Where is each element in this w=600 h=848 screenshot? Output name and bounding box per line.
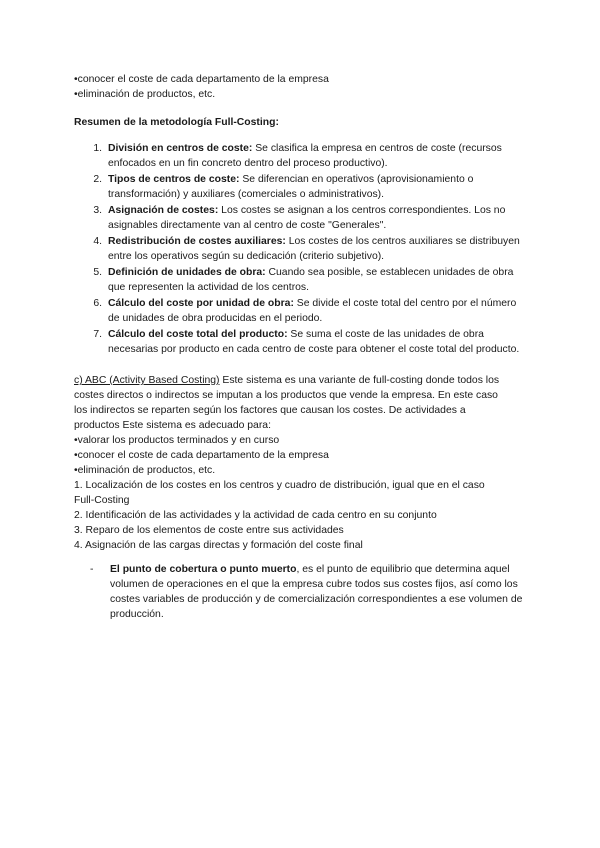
abc-line: •conocer el coste de cada departamento de la empresa (74, 450, 329, 461)
step-text: Se suma el coste de las unidades de obra necesarias por producto en cada centro de coste para obtener el coste total del producto. (108, 329, 520, 355)
abc-line: Este sistema es una variante de full-costing donde todos los (219, 375, 500, 386)
list-item: 3. Asignación de costes: Los costes se asignan a los centros correspondientes. Los no asignables directamente van al centro de coste "Generales". (93, 205, 506, 231)
abc-line: 3. Reparo de los elementos de coste entre sus actividades (74, 525, 344, 536)
dash-marker: - (90, 564, 94, 575)
breakeven-title: El punto de cobertura o punto muerto (110, 564, 297, 575)
step-title: Tipos de centros de coste: (108, 174, 240, 185)
abc-line: •eliminación de productos, etc. (74, 465, 216, 476)
list-item: 5. Definición de unidades de obra: Cuando sea posible, se establecen unidades de obra que representen la actividad de los centros. (93, 267, 514, 293)
abc-line: 4. Asignación de las cargas directas y formación del coste final (74, 540, 363, 551)
abc-title: c) ABC (Activity Based Costing) (74, 375, 220, 386)
bullet-line: •conocer el coste de cada departamento de la empresa (74, 74, 329, 85)
breakeven-item (90, 562, 530, 622)
step-title: Asignación de costes: (108, 205, 219, 216)
list-item: 7. Cálculo del coste total del producto: Se suma el coste de las unidades de obra necesarias por producto en cada centro de coste para obtener el coste total del producto. (93, 329, 520, 355)
abc-line: costes directos o indirectos se imputan a los productos que vende la empresa. En este caso (74, 390, 498, 401)
abc-line: productos Este sistema es adecuado para: (74, 420, 271, 431)
step-text: Cuando sea posible, se establecen unidades de obra que representen la actividad de los centros. (108, 267, 514, 293)
step-text: Los costes de los centros auxiliares se distribuyen entre los operativos según su dedicación (criterio subjetivo). (108, 236, 520, 262)
breakeven-text: , es el punto de equilibrio que determina aquel volumen de operaciones en el que la empresa cubre todos sus costes fijos, así como los costes variables de producción y de comercialización correspondientes a ese volumen de producción. (110, 564, 523, 620)
abc-line: Full-Costing (74, 495, 130, 506)
abc-line: los indirectos se reparten según los factores que causan los costes. De actividades a (74, 405, 466, 416)
step-text: Los costes se asignan a los centros correspondientes. Los no asignables directamente van al centro de coste "Generales". (108, 205, 506, 231)
abc-line: 1. Localización de los costes en los centros y cuadro de distribución, igual que en el caso (74, 480, 485, 491)
list-item: 6. Cálculo del coste por unidad de obra: Se divide el coste total del centro por el número de unidades de obra producidas en el periodo. (93, 298, 517, 324)
step-title: Redistribución de costes auxiliares: (108, 236, 286, 247)
step-text: Se clasifica la empresa en centros de coste (recursos enfocados en un fin concreto dentro del proceso productivo). (108, 143, 502, 169)
intro-bullets (74, 72, 534, 102)
summary-heading: Resumen de la metodología Full-Costing: (74, 117, 279, 128)
step-title: División en centros de coste: (108, 143, 253, 154)
abc-line: 2. Identificación de las actividades y la actividad de cada centro en su conjunto (74, 510, 437, 521)
step-title: Cálculo del coste por unidad de obra: (108, 298, 294, 309)
bullet-line: •eliminación de productos, etc. (74, 89, 216, 100)
steps-list (86, 141, 526, 358)
list-item: 4. Redistribución de costes auxiliares: Los costes de los centros auxiliares se distribuyen entre los operativos según su dedicación (criterio subjetivo). (93, 236, 520, 262)
step-title: Definición de unidades de obra: (108, 267, 266, 278)
step-text: Se diferencian en operativos (aprovisionamiento o transformación) y auxiliares (comerciales o administrativos). (108, 174, 474, 200)
abc-line: •valorar los productos terminados y en curso (74, 435, 280, 446)
abc-section (74, 373, 534, 553)
step-text: Se divide el coste total del centro por el número de unidades de obra producidas en el periodo. (108, 298, 517, 324)
step-title: Cálculo del coste total del producto: (108, 329, 288, 340)
list-item: 2. Tipos de centros de coste: Se diferencian en operativos (aprovisionamiento o transformación) y auxiliares (comerciales o administrativos). (93, 174, 474, 200)
list-item: 1. División en centros de coste: Se clasifica la empresa en centros de coste (recursos enfocados en un fin concreto dentro del proceso productivo). (93, 143, 502, 169)
